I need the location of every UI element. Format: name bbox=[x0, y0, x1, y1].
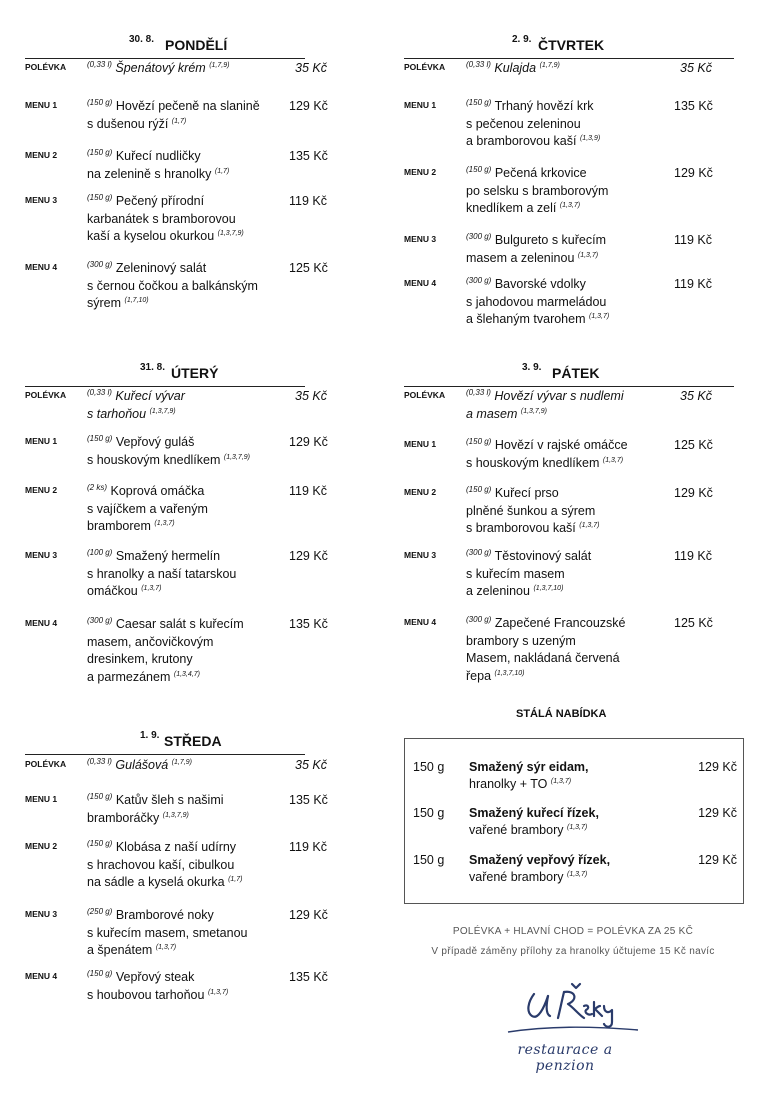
allergens: (1,7) bbox=[171, 117, 187, 125]
dish-line: Trhaný hovězí krk bbox=[494, 99, 594, 113]
portion-amount: (2 ks) bbox=[87, 482, 107, 492]
dish-line: s hrachovou kaší, cibulkou bbox=[87, 857, 235, 872]
dish-line: Gulášová bbox=[115, 758, 169, 772]
price: 119 Kč bbox=[289, 840, 327, 854]
stala-nabidka-box bbox=[404, 738, 744, 904]
portion-amount: (0,33 l) bbox=[87, 387, 112, 397]
menu-label: MENU 1 bbox=[25, 436, 58, 446]
dish-line: a šlehaným tvarohem bbox=[466, 312, 586, 326]
dish-description bbox=[87, 388, 292, 423]
allergens: (1,3,7,9) bbox=[217, 229, 244, 237]
dish-line: s houskovým knedlíkem bbox=[466, 455, 600, 470]
day-header bbox=[404, 34, 724, 52]
dish-line: a masem bbox=[466, 406, 518, 421]
allergens: (1,7,9) bbox=[539, 61, 560, 69]
portion-amount: (150 g) bbox=[87, 97, 113, 107]
dish-description bbox=[466, 98, 671, 151]
stala-allergens: (1,3,7) bbox=[550, 777, 572, 785]
dish-line: a špenátem bbox=[87, 943, 153, 957]
dish-line: masem, ančovičkovým bbox=[87, 634, 214, 649]
dish-description bbox=[87, 839, 292, 892]
dish-description bbox=[87, 434, 292, 469]
price: 119 Kč bbox=[674, 277, 712, 291]
allergens: (1,3,4,7) bbox=[173, 670, 200, 678]
stala-allergens: (1,3,7) bbox=[566, 823, 588, 831]
stala-allergens: (1,3,7) bbox=[566, 870, 588, 878]
allergens: (1,3,7,9) bbox=[162, 811, 189, 819]
dish-line: Kulajda bbox=[494, 61, 537, 75]
stala-dish: Smažený vepřový řízek, bbox=[469, 853, 611, 867]
dish-line: Caesar salát s kuřecím bbox=[115, 617, 244, 631]
dish-description bbox=[466, 485, 671, 538]
allergens: (1,3,7) bbox=[589, 312, 610, 320]
logo-swash bbox=[508, 1027, 638, 1032]
stala-price: 129 Kč bbox=[698, 853, 737, 867]
stala-qty: 150 g bbox=[413, 760, 445, 774]
dish-line: s kuřecím masem bbox=[466, 566, 565, 581]
price: 129 Kč bbox=[289, 435, 328, 449]
dish-line: Katův šleh s našimi bbox=[115, 793, 224, 807]
combo-note: POLÉVKA + HLAVNÍ CHOD = POLÉVKA ZA 25 KČ bbox=[452, 926, 694, 937]
stala-side: hranolky + TO bbox=[469, 777, 548, 791]
dish-line: plněné šunkou a sýrem bbox=[466, 503, 596, 518]
menu-label: MENU 3 bbox=[404, 234, 437, 244]
menu-label: MENU 4 bbox=[25, 971, 58, 981]
price: 129 Kč bbox=[674, 166, 713, 180]
dish-line: Kuřecí prso bbox=[494, 486, 559, 500]
menu-label: MENU 2 bbox=[25, 841, 58, 851]
day-divider bbox=[25, 754, 305, 755]
portion-amount: (150 g) bbox=[466, 484, 492, 494]
allergens: (1,3,7) bbox=[141, 584, 162, 592]
dish-line: Koprová omáčka bbox=[110, 484, 205, 498]
dish-line: Hovězí vývar s nudlemi bbox=[494, 389, 624, 403]
allergens: (1,3,7) bbox=[154, 519, 175, 527]
stala-price: 129 Kč bbox=[698, 760, 737, 774]
menu-label: MENU 3 bbox=[404, 550, 437, 560]
menu-label: MENU 3 bbox=[25, 195, 58, 205]
stala-nabidka-title: STÁLÁ NABÍDKA bbox=[516, 708, 607, 720]
portion-amount: (0,33 l) bbox=[466, 387, 491, 397]
dish-line: masem a zeleninou bbox=[466, 250, 575, 265]
soup-label: POLÉVKA bbox=[25, 390, 67, 400]
dish-description bbox=[466, 548, 671, 601]
day-header bbox=[404, 362, 724, 380]
dish-description bbox=[466, 615, 671, 685]
portion-amount: (250 g) bbox=[87, 906, 113, 916]
dish-line: a bramborovou kaší bbox=[466, 134, 577, 148]
stala-qty: 150 g bbox=[413, 853, 445, 867]
stala-dish: Smažený kuřecí řízek, bbox=[469, 806, 599, 820]
allergens: (1,7,10) bbox=[124, 296, 149, 304]
dish-description bbox=[466, 276, 671, 329]
menu-label: MENU 1 bbox=[404, 439, 437, 449]
dish-line: s dušenou rýží bbox=[87, 116, 169, 131]
dish-line: na zelenině s hranolky bbox=[87, 166, 212, 181]
dish-line: a parmezánem bbox=[87, 669, 171, 684]
price: 129 Kč bbox=[289, 549, 328, 563]
dish-description bbox=[87, 260, 292, 313]
dish-line: s jahodovou marmeládou bbox=[466, 294, 607, 309]
dish-line: Kuřecí vývar bbox=[115, 389, 185, 403]
menu-label: MENU 2 bbox=[25, 485, 58, 495]
portion-amount: (0,33 l) bbox=[466, 59, 491, 69]
dish-line: a zeleninou bbox=[466, 584, 530, 598]
dish-line: Pečený přírodní bbox=[115, 194, 205, 208]
portion-amount: (300 g) bbox=[87, 615, 113, 625]
price: 125 Kč bbox=[289, 261, 328, 275]
price: 35 Kč bbox=[295, 758, 327, 772]
menu-label: MENU 4 bbox=[404, 617, 437, 627]
price: 135 Kč bbox=[289, 970, 328, 984]
portion-amount: (150 g) bbox=[87, 147, 113, 157]
day-header bbox=[25, 34, 345, 52]
dish-description bbox=[466, 165, 671, 218]
soup-label: POLÉVKA bbox=[25, 62, 67, 72]
day-name: PONDĚLÍ bbox=[165, 37, 228, 53]
portion-amount: (150 g) bbox=[466, 436, 492, 446]
day-divider bbox=[404, 58, 734, 59]
allergens: (1,7) bbox=[228, 875, 243, 883]
stala-side: vařené brambory bbox=[469, 823, 564, 837]
stala-name bbox=[469, 759, 679, 793]
dish-line: kaší a kyselou okurkou bbox=[87, 229, 215, 243]
menu-label: MENU 2 bbox=[404, 487, 437, 497]
day-name: STŘEDA bbox=[164, 733, 222, 749]
stala-price: 129 Kč bbox=[698, 806, 737, 820]
dish-line: Pečená krkovice bbox=[494, 166, 587, 180]
dish-line: Vepřový steak bbox=[115, 970, 195, 984]
dish-description bbox=[87, 483, 292, 536]
price: 125 Kč bbox=[674, 616, 713, 630]
day-date: 30. 8. bbox=[129, 34, 155, 45]
dish-description bbox=[87, 969, 292, 1004]
menu-label: MENU 4 bbox=[25, 618, 58, 628]
dish-line: Zeleninový salát bbox=[115, 261, 207, 275]
day-name: ÚTERÝ bbox=[171, 365, 219, 381]
portion-amount: (300 g) bbox=[466, 614, 492, 624]
price: 119 Kč bbox=[674, 549, 712, 563]
dish-description bbox=[466, 388, 671, 423]
allergens: (1,3,9) bbox=[579, 134, 601, 142]
dish-line: s houskovým knedlíkem bbox=[87, 452, 221, 467]
dish-line: dresinkem, krutony bbox=[87, 652, 193, 666]
dish-line: s kuřecím masem, smetanou bbox=[87, 925, 248, 940]
allergens: (1,3,7,10) bbox=[494, 669, 525, 677]
price: 119 Kč bbox=[289, 484, 327, 498]
allergens: (1,3,7) bbox=[559, 201, 581, 209]
price: 35 Kč bbox=[680, 389, 712, 403]
soup-label: POLÉVKA bbox=[404, 390, 446, 400]
price: 35 Kč bbox=[295, 61, 327, 75]
allergens: (1,3,7,9) bbox=[520, 407, 547, 415]
dish-description bbox=[466, 437, 671, 472]
dish-description bbox=[87, 148, 292, 183]
portion-amount: (0,33 l) bbox=[87, 59, 112, 69]
dish-line: Špenátový krém bbox=[115, 61, 206, 75]
portion-amount: (0,33 l) bbox=[87, 756, 112, 766]
price: 135 Kč bbox=[289, 149, 328, 163]
dish-line: řepa bbox=[466, 668, 492, 683]
price: 119 Kč bbox=[674, 233, 712, 247]
dish-line: bramboráčky bbox=[87, 810, 160, 825]
dish-line: s černou čočkou a balkánským bbox=[87, 278, 258, 293]
menu-label: MENU 4 bbox=[25, 262, 58, 272]
dish-description bbox=[87, 792, 292, 827]
side-swap-note: V případě záměny přílohy za hranolky účtujeme 15 Kč navíc bbox=[431, 946, 715, 957]
day-header bbox=[25, 362, 345, 380]
stala-qty: 150 g bbox=[413, 806, 445, 820]
dish-line: po selsku s bramborovým bbox=[466, 183, 609, 198]
dish-line: sýrem bbox=[87, 296, 122, 310]
portion-amount: (150 g) bbox=[87, 192, 113, 202]
day-header bbox=[25, 730, 345, 748]
dish-line: na sádle a kyselá okurka bbox=[87, 875, 225, 889]
day-date: 2. 9. bbox=[512, 34, 532, 45]
allergens: (1,7,9) bbox=[209, 61, 230, 69]
dish-line: s vajíčkem a vařeným bbox=[87, 501, 208, 516]
allergens: (1,3,7) bbox=[155, 943, 177, 951]
day-divider bbox=[404, 386, 734, 387]
dish-line: Masem, nakládaná červená bbox=[466, 651, 620, 665]
menu-label: MENU 1 bbox=[25, 100, 58, 110]
menu-label: MENU 4 bbox=[404, 278, 437, 288]
allergens: (1,3,7) bbox=[602, 456, 624, 464]
portion-amount: (300 g) bbox=[87, 259, 113, 269]
dish-line: Těstovinový salát bbox=[494, 549, 592, 563]
menu-label: MENU 3 bbox=[25, 550, 58, 560]
stala-side: vařené brambory bbox=[469, 870, 564, 884]
dish-description bbox=[87, 60, 292, 78]
dish-line: brambory s uzeným bbox=[466, 633, 576, 648]
price: 135 Kč bbox=[289, 617, 328, 631]
dish-description bbox=[87, 907, 292, 960]
soup-label: POLÉVKA bbox=[25, 759, 67, 769]
price: 135 Kč bbox=[289, 793, 328, 807]
dish-line: s tarhoňou bbox=[87, 406, 147, 421]
allergens: (1,7,9) bbox=[171, 758, 192, 766]
day-divider bbox=[25, 386, 305, 387]
dish-description bbox=[87, 98, 292, 133]
portion-amount: (300 g) bbox=[466, 547, 492, 557]
dish-line: Bulgureto s kuřecím bbox=[494, 233, 607, 247]
menu-label: MENU 2 bbox=[404, 167, 437, 177]
stala-name bbox=[469, 852, 679, 886]
portion-amount: (150 g) bbox=[87, 838, 113, 848]
dish-line: knedlíkem a zelí bbox=[466, 201, 557, 215]
price: 35 Kč bbox=[295, 389, 327, 403]
portion-amount: (300 g) bbox=[466, 231, 492, 241]
allergens: (1,7) bbox=[214, 167, 230, 175]
stala-name bbox=[469, 805, 679, 839]
dish-description bbox=[466, 60, 671, 78]
allergens: (1,3,7,10) bbox=[533, 584, 564, 592]
price: 125 Kč bbox=[674, 438, 713, 452]
portion-amount: (100 g) bbox=[87, 547, 113, 557]
dish-line: omáčkou bbox=[87, 584, 138, 598]
dish-line: Kuřecí nudličky bbox=[115, 149, 201, 163]
dish-line: Vepřový guláš bbox=[115, 435, 195, 449]
day-divider bbox=[25, 58, 305, 59]
day-date: 31. 8. bbox=[140, 362, 166, 373]
portion-amount: (300 g) bbox=[466, 275, 492, 285]
allergens: (1,3,7) bbox=[207, 988, 229, 996]
dish-line: s pečenou zeleninou bbox=[466, 116, 581, 131]
dish-line: Hovězí pečeně na slanině bbox=[115, 99, 260, 113]
allergens: (1,3,7) bbox=[579, 521, 600, 529]
price: 135 Kč bbox=[674, 99, 713, 113]
allergens: (1,3,7) bbox=[577, 251, 599, 259]
menu-label: MENU 1 bbox=[404, 100, 437, 110]
menu-label: MENU 3 bbox=[25, 909, 58, 919]
dish-line: s hranolky a naší tatarskou bbox=[87, 566, 237, 581]
dish-line: s bramborovou kaší bbox=[466, 521, 576, 535]
day-name: PÁTEK bbox=[552, 365, 600, 381]
dish-description bbox=[87, 616, 292, 686]
dish-line: Bramborové noky bbox=[115, 908, 214, 922]
day-name: ČTVRTEK bbox=[538, 37, 605, 53]
dish-line: Klobása z naší udírny bbox=[115, 840, 237, 854]
menu-label: MENU 1 bbox=[25, 794, 58, 804]
portion-amount: (150 g) bbox=[466, 97, 492, 107]
stala-dish: Smažený sýr eidam, bbox=[469, 760, 589, 774]
price: 129 Kč bbox=[289, 908, 328, 922]
dish-description bbox=[87, 757, 292, 775]
soup-label: POLÉVKA bbox=[404, 62, 446, 72]
dish-line: Smažený hermelín bbox=[115, 549, 221, 563]
menu-label: MENU 2 bbox=[25, 150, 58, 160]
dish-line: Bavorské vdolky bbox=[494, 277, 586, 291]
day-date: 3. 9. bbox=[522, 362, 542, 373]
dish-line: s houbovou tarhoňou bbox=[87, 987, 205, 1002]
price: 35 Kč bbox=[680, 61, 712, 75]
portion-amount: (150 g) bbox=[87, 791, 113, 801]
price: 129 Kč bbox=[289, 99, 328, 113]
price: 119 Kč bbox=[289, 194, 327, 208]
allergens: (1,3,7,9) bbox=[223, 453, 250, 461]
dish-description bbox=[87, 193, 292, 246]
logo-tagline: restaurace a penzion bbox=[517, 1042, 613, 1074]
dish-line: karbanátek s bramborovou bbox=[87, 211, 236, 226]
dish-line: Zapečené Francouzské bbox=[494, 616, 626, 630]
dish-line: bramborem bbox=[87, 519, 151, 533]
dish-line: Hovězí v rajské omáčce bbox=[494, 438, 628, 452]
dish-description bbox=[466, 232, 671, 267]
portion-amount: (150 g) bbox=[466, 164, 492, 174]
portion-amount: (150 g) bbox=[87, 968, 113, 978]
dish-description bbox=[87, 548, 292, 601]
day-date: 1. 9. bbox=[140, 730, 160, 741]
allergens: (1,3,7,9) bbox=[149, 407, 176, 415]
price: 129 Kč bbox=[674, 486, 713, 500]
portion-amount: (150 g) bbox=[87, 433, 113, 443]
